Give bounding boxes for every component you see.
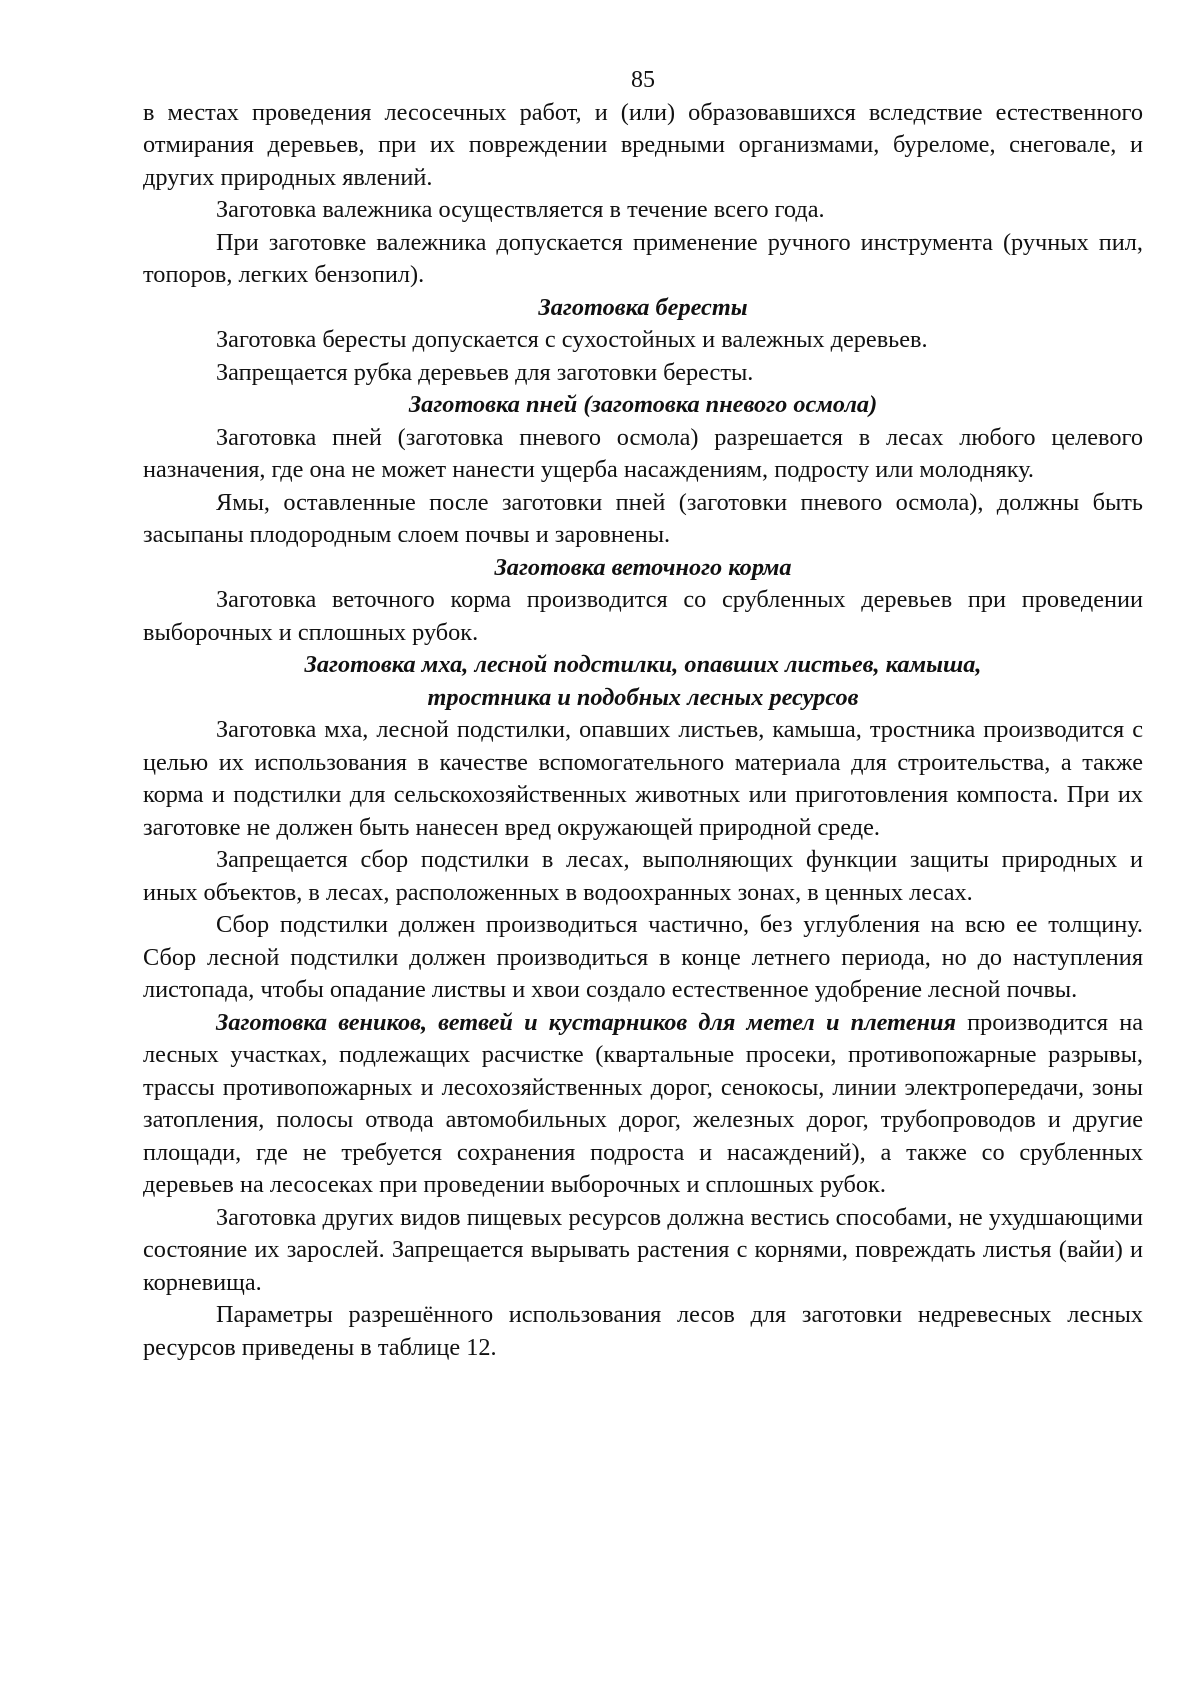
paragraph-veniki-text: производится на лесных участках, подлежащих расчистке (квартальные просеки, противопожарные разрывы, трассы противопожарных и лесохозяйственных дорог, сенокосы, линии электропередачи, зоны затопления, полосы отвода автомобильных дорог, железных дорог, трубопроводов и другие площади, где не требуется сохранения подроста и насаждений), а также со срубленных деревьев на лесосеках при проведении выборочных и сплошных рубок. — [143, 1008, 1143, 1198]
paragraph-pnei-pits: Ямы, оставленные после заготовки пней (заготовки пневого осмола), должны быть засыпаны плодородным слоем почвы и заровнены. — [143, 488, 1143, 548]
paragraph-podstilka-collection: Сбор подстилки должен производиться частично, без углубления на всю ее толщину. Сбор лесной подстилки должен производиться в конце летнего периода, но до наступления листопада, чтобы опадание листвы и хвои создало естественное удобрение лесной почвы. — [143, 911, 1143, 1003]
section-heading-pnei: Заготовка пней (заготовка пневого осмола) — [408, 391, 878, 418]
section-heading-mokh-line2: тростника и подобных лесных ресурсов — [427, 683, 859, 711]
section-heading-mokh — [143, 649, 1143, 714]
paragraph-table-reference: Параметры разрешённого использования лесов для заготовки недревесных лесных ресурсов приведены в таблице 12. — [143, 1301, 1143, 1361]
section-heading-korm: Заготовка веточного корма — [494, 553, 792, 581]
paragraph-veniki — [143, 1007, 1143, 1202]
paragraph-valezhnik-period: Заготовка валежника осуществляется в течение всего года. — [216, 196, 825, 223]
paragraph-mokh-purpose: Заготовка мха, лесной подстилки, опавших листьев, камыша, тростника производится с целью их использования в качестве вспомогательного материала для строительства, а также корма и подстилки для сельскохозяйственных животных или приготовления компоста. При их заготовке не должен быть нанесен вред окружающей природной среде. — [143, 716, 1143, 841]
paragraph-beresta-allowed: Заготовка бересты допускается с сухостойных и валежных деревьев. — [216, 326, 928, 353]
paragraph-food-resources: Заготовка других видов пищевых ресурсов должна вестись способами, не ухудшающими состояние их зарослей. Запрещается вырывать растения с корнями, повреждать листья (вайи) и корневища. — [143, 1203, 1143, 1296]
section-heading-mokh-line1: Заготовка мха, лесной подстилки, опавших листьев, камыша, — [304, 651, 982, 678]
paragraph-valezhnik-tools: При заготовке валежника допускается применение ручного инструмента (ручных пил, топоров, легких бензопил). — [143, 228, 1143, 288]
paragraph-korm: Заготовка веточного корма производится со срубленных деревьев при проведении выборочных и сплошных рубок. — [143, 586, 1143, 646]
paragraph-continuation: в местах проведения лесосечных работ, и (или) образовавшихся вследствие естественного отмирания деревьев, при их повреждении вредными организмами, буреломе, снеговале, и других природных явлений. — [143, 98, 1143, 191]
paragraph-pnei-allowed: Заготовка пней (заготовка пневого осмола) разрешается в лесах любого целевого назначения, где она не может нанести ущерба насаждениям, подросту или молодняку. — [143, 423, 1143, 483]
document-page — [143, 64, 1143, 1364]
inline-heading-veniki: Заготовка веников, ветвей и кустарников для метел и плетения — [216, 1008, 957, 1036]
section-heading-beresta: Заготовка бересты — [538, 293, 748, 321]
paragraph-beresta-prohibited: Запрещается рубка деревьев для заготовки бересты. — [216, 358, 754, 386]
paragraph-podstilka-prohibited: Запрещается сбор подстилки в лесах, выполняющих функции защиты природных и иных объектов, в лесах, расположенных в водоохранных зонах, в ценных лесах. — [143, 846, 1143, 906]
page-number: 85 — [631, 67, 655, 93]
